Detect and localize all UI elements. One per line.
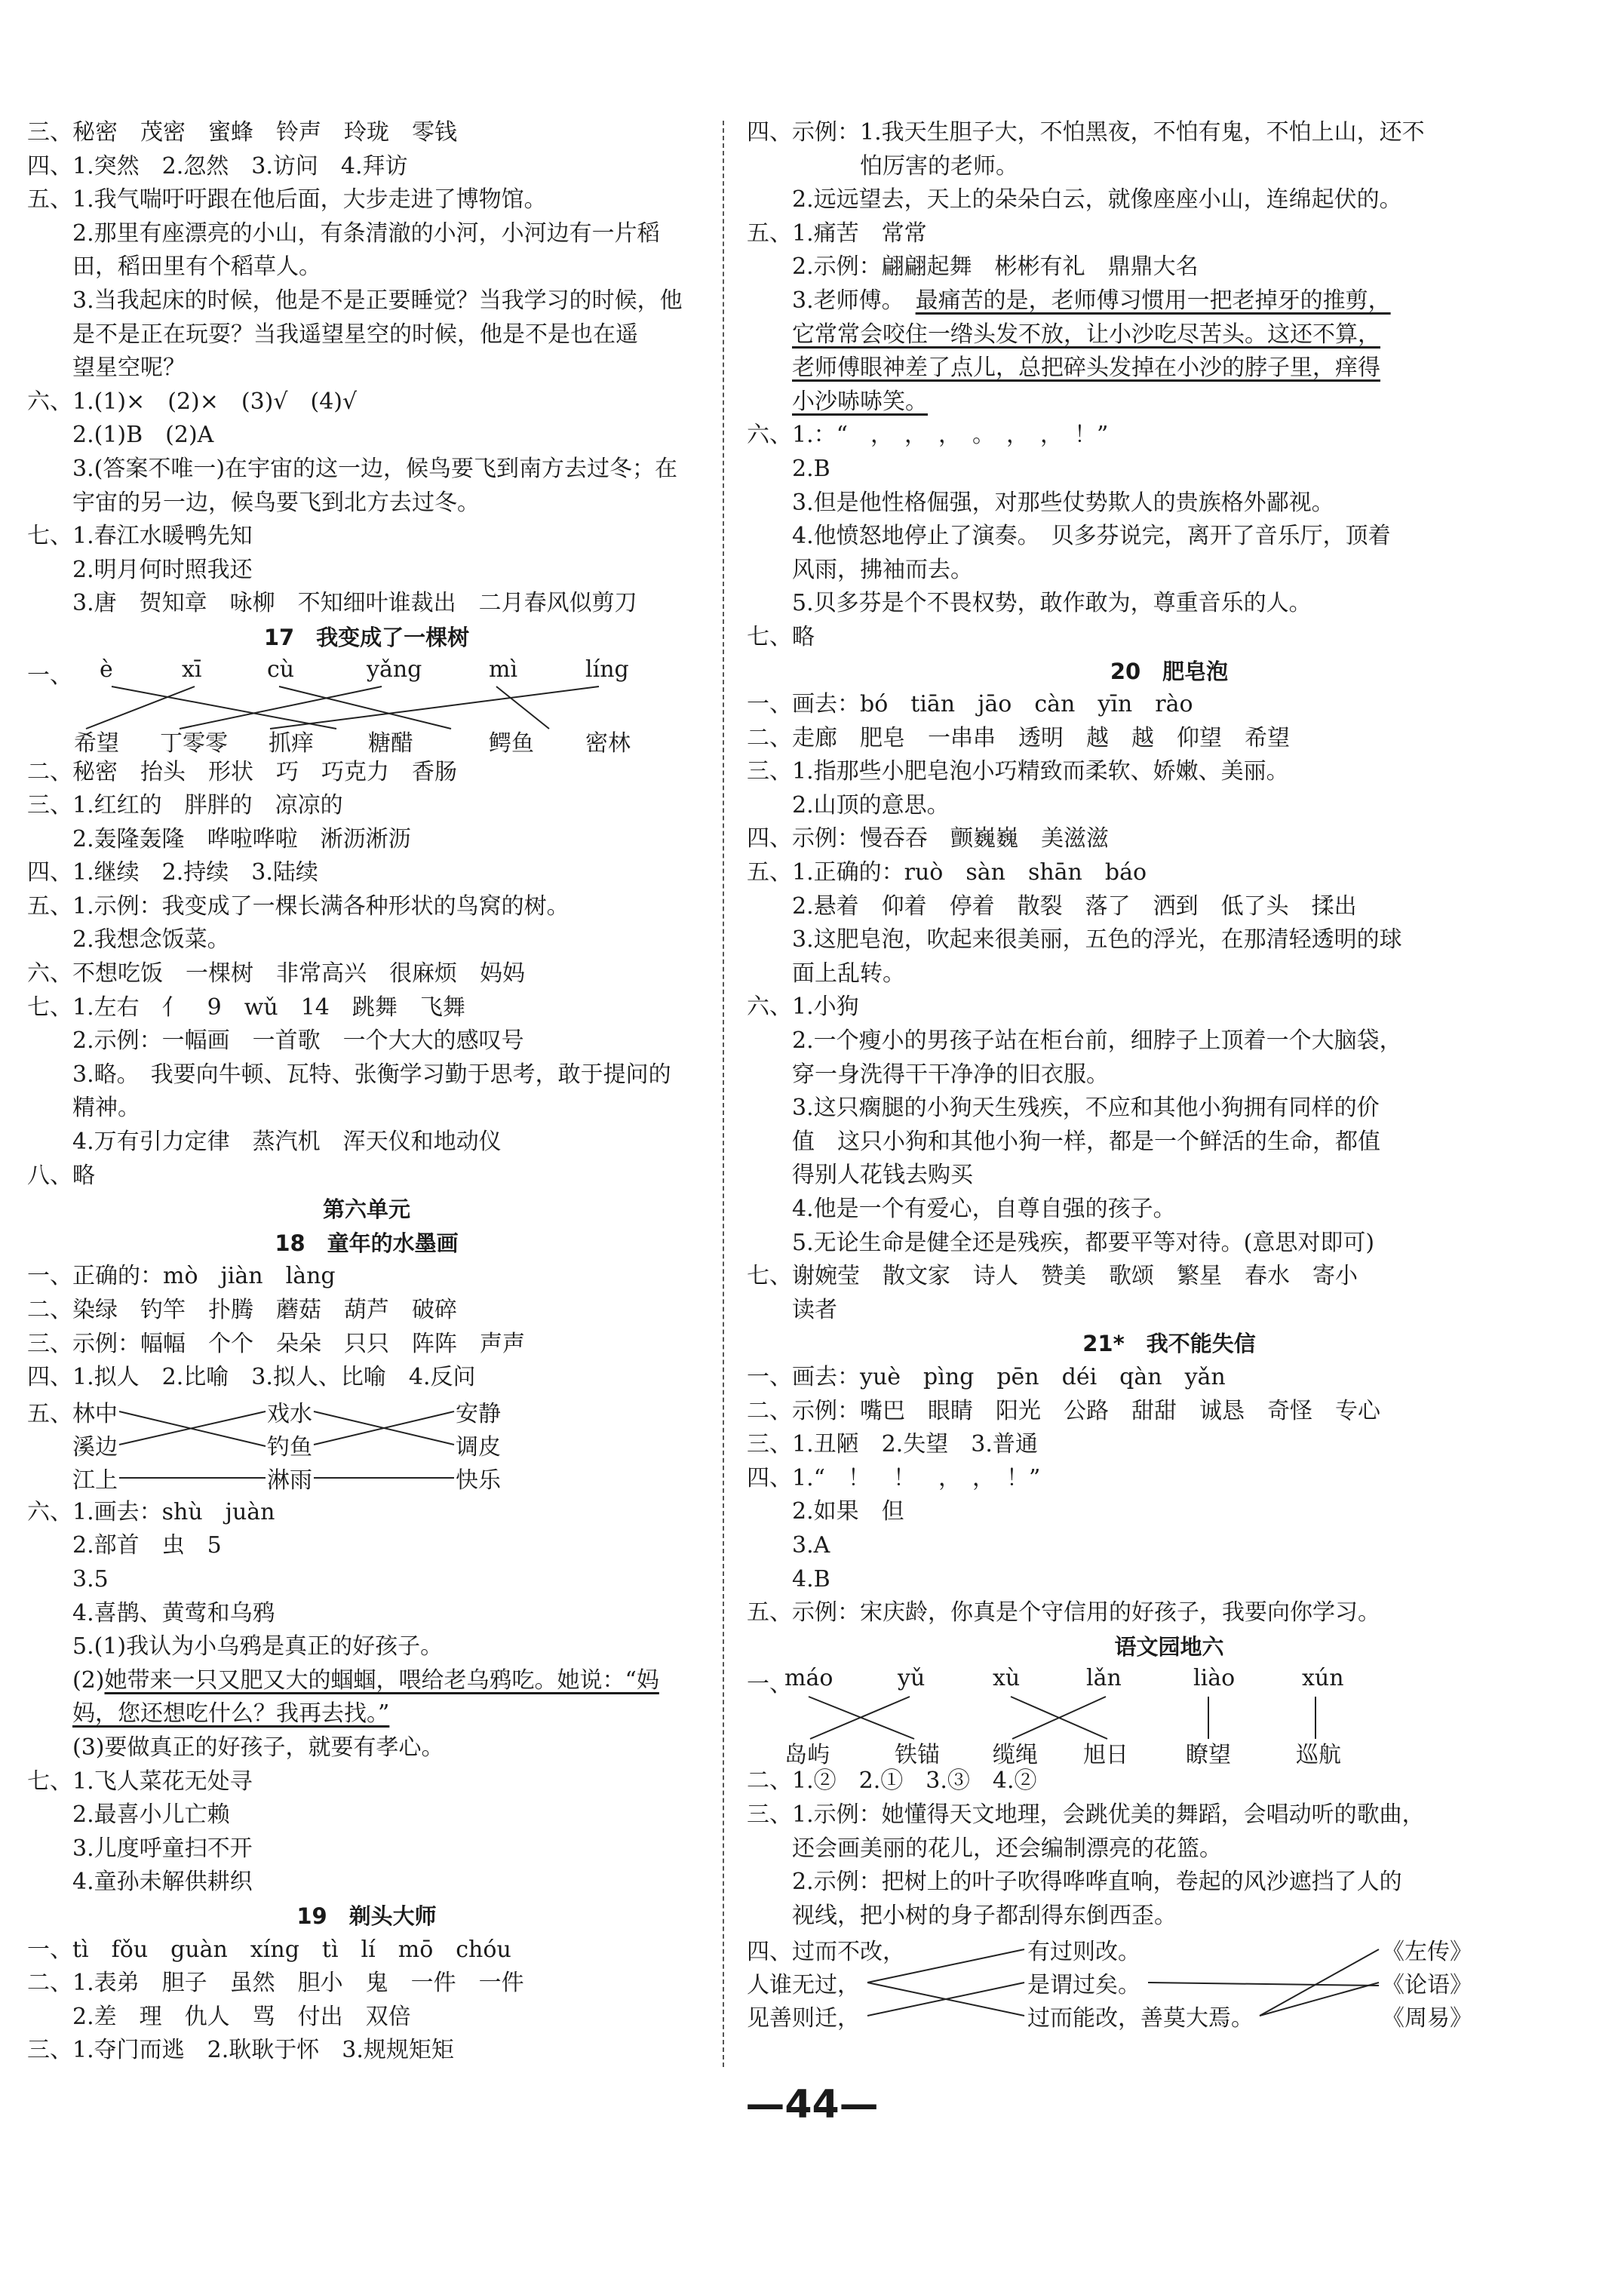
match-right-item: 《论语》	[1382, 1972, 1472, 1999]
word-item: 旭日	[1083, 1742, 1128, 1769]
match-prefix: 一、	[747, 1671, 792, 1698]
pinyin-item: è	[100, 656, 113, 683]
match-right-item: 《周易》	[1382, 2005, 1472, 2032]
answer-line: 四、1.继续 2.持续 3.陆续	[27, 859, 318, 886]
answer-line: 4.喜鹊、黄莺和乌鸦	[27, 1599, 275, 1626]
answer-line: 2.我想念饭菜。	[27, 926, 230, 954]
section-title-19: 19 剃头大师	[296, 1903, 437, 1929]
underlined-answer-line	[27, 1664, 706, 1698]
match-prefix: 五、	[27, 1400, 72, 1427]
answer-line: 3.唐 贺知章 咏柳 不知细叶谁裁出 二月春风似剪刀	[27, 590, 637, 617]
match-left-item: 江上	[72, 1467, 118, 1494]
answer-line: 一、正确的：mò jiàn làng	[27, 1263, 336, 1290]
underlined-answer-block	[747, 318, 1592, 419]
pinyin-item: cù	[267, 656, 295, 683]
answer-line: 穿一身洗得干干净净的旧衣服。	[747, 1061, 1109, 1088]
match-left-item: 见善则迁，	[747, 2005, 860, 2032]
match-left-item: 林中	[72, 1400, 118, 1427]
answer-line: 2.部首 虫 5	[27, 1532, 222, 1559]
answer-line: 2.示例：把树上的叶子吹得哗哗直响，卷起的风沙遮挡了人的	[747, 1869, 1402, 1896]
answer-line: 四、1.突然 2.忽然 3.访问 4.拜访	[27, 152, 408, 180]
match-mid-item: 过而能改，善莫大焉。	[1027, 2005, 1254, 2032]
match-left-item: 人谁无过，	[747, 1972, 860, 1999]
answer-line: 2.轰隆轰隆 哗啦哗啦 淅沥淅沥	[27, 825, 411, 852]
answer-line: 三、1.红红的 胖胖的 凉凉的	[27, 792, 343, 819]
answer-line: 5.(1)我认为小乌鸦是真正的好孩子。	[27, 1633, 444, 1660]
answer-line: 2.如果 但	[747, 1498, 904, 1525]
word-item: 糖醋	[368, 729, 413, 757]
answers-block-18a	[27, 1260, 706, 1394]
match-left-item: 溪边	[72, 1433, 118, 1461]
match-left-item: 过而不改，	[792, 1939, 905, 1966]
match-mid-item: 戏水	[267, 1400, 312, 1427]
word-item: 瞭望	[1186, 1742, 1231, 1769]
underlined-answer-line	[27, 1697, 706, 1731]
word-item: 鳄鱼	[489, 729, 534, 757]
underlined-answer-line	[747, 284, 1592, 318]
answer-line: 4.他是一个有爱心，自尊自强的孩子。	[747, 1196, 1176, 1222]
answer-line: 面上乱转。	[747, 960, 905, 987]
answer-line: 一、tì fǒu guàn xíng tì lí mō chóu	[27, 1936, 511, 1963]
answer-line: 四、1.“ ！ ！ ， ， ！”	[747, 1464, 1041, 1491]
answer-line: 七、谢婉莹 散文家 诗人 赞美 歌颂 繁星 春水 寄小	[747, 1263, 1358, 1290]
answer-line: 2.一个瘦小的男孩子站在柜台前，细脖子上顶着一个大脑袋，	[747, 1027, 1402, 1055]
pinyin-item: mì	[489, 656, 518, 683]
word-item: 岛屿	[784, 1742, 830, 1769]
answer-line: 3.儿度呼童扫不开	[27, 1835, 253, 1862]
answer-line: 3.A	[747, 1531, 830, 1559]
match-mid-item: 淋雨	[267, 1467, 312, 1494]
answer-line: 八、略	[27, 1162, 95, 1189]
section-title-20: 20 肥皂泡	[1110, 658, 1229, 684]
answer-line: 三、1.夺门而逃 2.耿耿于怀 3.规规矩矩	[27, 2037, 454, 2064]
word-item: 抓痒	[269, 729, 314, 757]
pinyin-item: máo	[784, 1665, 833, 1692]
word-item: 丁零零	[160, 729, 228, 757]
answer-line	[747, 318, 1592, 352]
page-number: —44—	[745, 2082, 879, 2127]
word-item: 巡航	[1296, 1742, 1341, 1769]
matching-lines	[747, 1663, 1592, 1765]
answer-line: 二、染绿 钓竿 扑腾 蘑菇 葫芦 破碎	[27, 1297, 457, 1323]
answer-line: 2.B	[747, 455, 830, 482]
answer-line: 3.这只瘸腿的小狗天生残疾，不应和其他小狗拥有同样的价	[747, 1095, 1380, 1122]
match-mid-item: 是谓过矣。	[1027, 1972, 1140, 1999]
answers-block-20	[747, 688, 1592, 1327]
answer-line: 宇宙的另一边，候鸟要飞到北方去过冬。	[27, 489, 480, 516]
answer-line: 七、1.飞人菜花无处寻	[27, 1768, 253, 1795]
left-column	[27, 116, 706, 2068]
line-indent: 3.老师傅。	[747, 287, 916, 314]
match-mid-item: 钓鱼	[267, 1433, 312, 1461]
matching-exercise-proverbs	[747, 1933, 1592, 2038]
answer-line: 精神。	[27, 1095, 140, 1122]
answer-line: 怕厉害的老师。	[747, 152, 1018, 180]
underlined-text: 小沙哧哧笑。	[792, 388, 928, 415]
answer-line: 还会画美丽的花儿，还会编制漂亮的花篮。	[747, 1835, 1222, 1862]
answer-line: 三、示例：幅幅 个个 朵朵 只只 阵阵 声声	[27, 1330, 525, 1357]
answer-line: 2.示例：一幅画 一首歌 一个大大的感叹号	[27, 1027, 524, 1055]
answer-line: 四、1.拟人 2.比喻 3.拟人、比喻 4.反问	[27, 1364, 476, 1391]
answers-block-19b	[747, 419, 1592, 654]
answers-block-21	[747, 1361, 1592, 1630]
answer-line: 六、1.(1)× (2)× (3)√ (4)√	[27, 388, 358, 415]
answer-line: 2.明月何时照我还	[27, 556, 253, 583]
matching-exercise-garden	[747, 1663, 1592, 1769]
underlined-text: 最痛苦的是，老师傅习惯用一把老掉牙的推剪，	[915, 287, 1391, 314]
answer-line: 4.万有引力定律 蒸汽机 浑天仪和地动仪	[27, 1129, 502, 1156]
answer-line: 五、1.正确的：ruò sàn shān báo	[747, 859, 1147, 886]
pinyin-item: líng	[585, 656, 629, 683]
answer-line: 一、画去：yuè pìng pēn déi qàn yǎn	[747, 1363, 1226, 1390]
answer-line: 五、1.我气喘吁吁跟在他后面，大步走进了博物馆。	[27, 186, 547, 213]
answers-block-17	[27, 756, 706, 1193]
answer-line: 五、1.痛苦 常常	[747, 220, 927, 247]
matching-exercise-17	[27, 655, 706, 756]
answers-block-19-cont	[747, 116, 1592, 284]
matching-lines	[747, 1933, 1592, 2038]
answer-line: 四、示例：1.我天生胆子大，不怕黑夜，不怕有鬼，不怕上山，还不	[747, 119, 1425, 146]
answer-line: 4.B	[747, 1565, 830, 1593]
answer-line: 2.山顶的意思。	[747, 791, 950, 819]
answer-line: 六、1.：“ ， ， ， 。 ， ， ！”	[747, 422, 1109, 449]
answer-line: 2.最喜小儿亡赖	[27, 1801, 230, 1829]
word-item: 缆绳	[993, 1742, 1038, 1769]
answer-line: 七、略	[747, 623, 815, 650]
pinyin-item: yǎng	[367, 656, 422, 683]
answers-block-18b	[27, 1496, 706, 1664]
answer-line: 是不是正在玩耍？当我遥望星空的时候，他是不是也在遥	[27, 321, 638, 348]
answer-line: 得别人花钱去购买	[747, 1162, 973, 1189]
answer-line: 三、秘密 茂密 蜜蜂 铃声 玲珑 零钱	[27, 119, 457, 146]
answer-line: 读者	[747, 1296, 837, 1323]
right-column	[747, 116, 1592, 2038]
word-item: 密林	[585, 729, 631, 757]
answer-line: 田，稻田里有个稻草人。	[27, 253, 321, 281]
match-right-item: 快乐	[456, 1467, 501, 1494]
answer-line: 3.5	[27, 1565, 109, 1593]
answers-block-18c	[27, 1731, 706, 1900]
answer-line: 一、画去：bó tiān jāo càn yīn rào	[747, 691, 1193, 718]
answer-line: 六、1.画去：shù juàn	[27, 1498, 275, 1525]
word-item: 希望	[74, 729, 119, 757]
answer-line: 3.这肥皂泡，吹起来很美丽，五色的浮光，在那清轻透明的球	[747, 926, 1402, 954]
answer-line: 3.但是他性格倔强，对那些仗势欺人的贵族格外鄙视。	[747, 489, 1334, 516]
column-divider	[723, 121, 724, 2067]
answer-line: 风雨，拂袖而去。	[747, 556, 973, 583]
pinyin-item: lǎn	[1086, 1665, 1122, 1692]
answer-line: 3.当我起床的时候，他是不是正要睡觉？当我学习的时候，他	[27, 287, 683, 314]
answers-block-garden	[747, 1765, 1592, 1933]
underlined-text: 妈，您还想吃什么？我再去找。”	[72, 1700, 390, 1728]
answer-line: 2.悬着 仰着 停着 散裂 落了 洒到 低了头 揉出	[747, 892, 1357, 920]
answer-line: 三、1.指那些小肥皂泡小巧精致而柔软、娇嫩、美丽。	[747, 758, 1289, 785]
answer-line: 2.远远望去，天上的朵朵白云，就像座座小山，连绵起伏的。	[747, 186, 1402, 213]
answer-line: 5.无论生命是健全还是残疾，都要平等对待。(意思对即可)	[747, 1229, 1375, 1256]
answer-line	[747, 352, 1592, 385]
pinyin-item: yǔ	[898, 1665, 926, 1692]
answer-line: 二、秘密 抬头 形状 巧 巧克力 香肠	[27, 758, 457, 785]
section-title-garden: 语文园地六	[1114, 1633, 1224, 1660]
answer-line: 六、1.小狗	[747, 994, 859, 1021]
answer-line: 2.示例：翩翩起舞 彬彬有礼 鼎鼎大名	[747, 253, 1199, 281]
match-right-item: 调皮	[456, 1433, 501, 1461]
answer-line: 二、1.表弟 胆子 虽然 胆小 鬼 一件 一件	[27, 1970, 524, 1997]
pinyin-item: xún	[1302, 1665, 1344, 1692]
underlined-text: 它常常会咬住一绺头发不放，让小沙吃尽苦头。这还不算，	[792, 321, 1380, 348]
matching-lines	[27, 1395, 706, 1496]
pinyin-item: xī	[182, 656, 202, 683]
answer-line: 4.他愤怒地停止了演奏。 贝多芬说完，离开了音乐厅，顶着	[747, 523, 1391, 550]
underlined-text: 老师傅眼神差了点儿，总把碎头发掉在小沙的脖子里，痒得	[792, 355, 1380, 382]
answer-line: 三、1.示例：她懂得天文地理，会跳优美的舞蹈，会唱动听的歌曲，	[747, 1801, 1425, 1828]
answer-line: 六、不想吃饭 一棵树 非常高兴 很麻烦 妈妈	[27, 960, 525, 987]
answer-line: 望星空呢？	[27, 355, 186, 382]
pinyin-item: liào	[1193, 1665, 1236, 1692]
section-title-17: 17 我变成了一棵树	[263, 624, 470, 650]
answer-line: 2.(1)B (2)A	[27, 422, 214, 449]
answer-line: 5.贝多芬是个不畏权势，敢作敢为，尊重音乐的人。	[747, 590, 1312, 617]
underlined-text: 她带来一只又肥又大的蝈蝈，喂给老乌鸦吃。她说：“妈	[104, 1666, 659, 1694]
answer-line: 七、1.春江水暖鸭先知	[27, 523, 253, 550]
match-right-item: 《左传》	[1382, 1939, 1472, 1966]
answer-line: 2.差 理 仇人 骂 付出 双倍	[27, 2003, 411, 2030]
answer-line: 二、1.② 2.① 3.③ 4.②	[747, 1768, 1037, 1795]
answer-line	[747, 385, 1592, 419]
answer-line: 七、1.左右 亻 9 wǔ 14 跳舞 飞舞	[27, 994, 465, 1021]
answers-block-16	[27, 116, 706, 621]
answer-line: (3)要做真正的好孩子，就要有孝心。	[27, 1734, 444, 1761]
match-mid-item: 有过则改。	[1027, 1939, 1140, 1966]
match-prefix: 一、	[27, 662, 72, 689]
section-title-18: 18 童年的水墨画	[275, 1230, 459, 1256]
pinyin-item: xù	[993, 1665, 1021, 1692]
unit-title: 第六单元	[322, 1196, 410, 1223]
answer-line: 三、1.丑陋 2.失望 3.普通	[747, 1431, 1038, 1458]
answer-line: 值 这只小狗和其他小狗一样，都是一个鲜活的生命，都值	[747, 1128, 1380, 1155]
answer-line: 五、1.示例：我变成了一棵长满各种形状的鸟窝的树。	[27, 892, 569, 920]
answer-line: 2.那里有座漂亮的小山，有条清澈的小河，小河边有一片稻	[27, 220, 660, 247]
answer-line: 4.童孙未解供耕织	[27, 1869, 253, 1896]
match-right-item: 安静	[456, 1400, 501, 1427]
answer-line: 视线，把小树的身子都刮得东倒西歪。	[747, 1902, 1177, 1929]
matching-exercise-18	[27, 1395, 706, 1496]
answer-line: 3.(答案不唯一)在宇宙的这一边，候鸟要飞到南方去过冬；在	[27, 455, 678, 482]
answer-line: 二、示例：嘴巴 眼睛 阳光 公路 甜甜 诚恳 奇怪 专心	[747, 1397, 1380, 1424]
answers-block-19	[27, 1934, 706, 2068]
word-item: 铁锚	[895, 1742, 940, 1769]
line-indent: (2)	[27, 1666, 105, 1694]
section-title-21: 21* 我不能失信	[1082, 1331, 1256, 1357]
answer-line: 二、走廊 肥皂 一串串 透明 越 越 仰望 希望	[747, 724, 1290, 751]
answer-line: 四、示例：慢吞吞 颤巍巍 美滋滋	[747, 825, 1109, 852]
match-prefix: 四、	[747, 1939, 792, 1966]
answer-line: 五、示例：宋庆龄，你真是个守信用的好孩子，我要向你学习。	[747, 1599, 1380, 1626]
answer-line: 3.略。 我要向牛顿、瓦特、张衡学习勤于思考，敢于提问的	[27, 1061, 671, 1088]
